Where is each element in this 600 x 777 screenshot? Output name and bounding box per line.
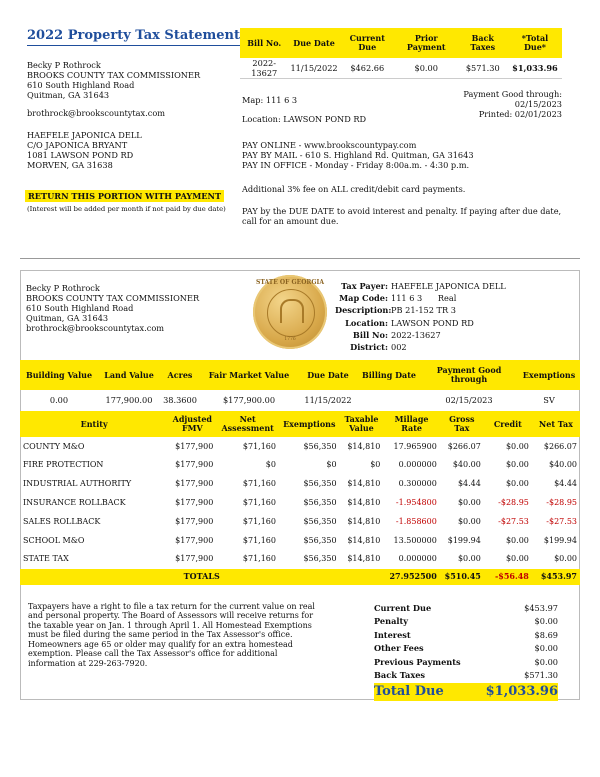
entity-cell: $177,900 — [175, 535, 214, 545]
summary-value: $8.69 — [534, 629, 558, 640]
payment-methods — [242, 140, 474, 170]
entity-cell: $40.00 — [549, 460, 577, 470]
table-row — [20, 512, 580, 531]
info-row — [335, 292, 506, 304]
entity-name: SALES ROLLBACK — [23, 516, 101, 526]
bill-value-1: 11/15/2022 — [288, 58, 339, 79]
entity-cell: $71,160 — [242, 535, 276, 545]
entity-cell: $14,810 — [347, 535, 381, 545]
entity-cell: -$28.95 — [498, 497, 529, 507]
entity-cell: $0 — [265, 460, 276, 470]
info-label: Bill No: — [352, 329, 388, 340]
entity-cell: $56,350 — [303, 516, 337, 526]
payment-good-through: Payment Good through: 02/15/2023 — [463, 89, 562, 109]
sender-name: Becky P Rothrock — [26, 283, 100, 293]
entity-cell: $0.00 — [505, 535, 529, 545]
property-value: $177,900.00 — [222, 395, 276, 405]
table-row — [20, 493, 580, 512]
entity-cell: $0 — [326, 460, 337, 470]
entity-cell: $177,900 — [175, 554, 214, 564]
table-row — [20, 437, 580, 456]
entity-header: Adjusted FMV — [168, 411, 216, 437]
total-due-value: $1,033.96 — [485, 684, 558, 700]
summary-label: Current Due — [374, 603, 432, 613]
sender-email: brothrock@brookscountytax.com — [27, 108, 166, 118]
map-code: Map: 111 6 3 — [242, 95, 298, 105]
info-row — [335, 341, 506, 353]
payer-name: HAEFELE JAPONICA DELL — [27, 130, 142, 140]
payer-care-of: C/O JAPONICA BRYANT — [27, 140, 128, 150]
entity-cell: -$27.53 — [498, 516, 529, 526]
sender-city: Quitman, GA 31643 — [26, 313, 109, 323]
summary-row — [374, 602, 558, 615]
bill-value-3: $0.00 — [395, 58, 458, 79]
payer-city: MORVEN, GA 31638 — [27, 160, 113, 170]
entity-cell: 0.000000 — [398, 460, 437, 470]
entity-header: Net Tax — [532, 411, 580, 437]
entity-cell: $71,160 — [242, 554, 276, 564]
property-header: Due Date — [298, 360, 358, 390]
pay-mail: PAY BY MAIL - 610 S. Highland Rd. Quitman, GA 31643 — [242, 150, 474, 160]
bill-header-0: Bill No. — [240, 28, 288, 58]
property-value: 38.3600 — [163, 395, 197, 405]
total-due-label: Total Due — [374, 684, 444, 700]
entity-cell: -1.954800 — [395, 497, 437, 507]
info-value: LAWSON POND RD — [391, 317, 474, 328]
pay-online: PAY ONLINE - www.brookscountypay.com — [242, 140, 417, 150]
sender-address-lower — [26, 283, 199, 333]
tear-line — [20, 258, 580, 259]
entity-cell: -1.858600 — [395, 516, 437, 526]
summary-label: Interest — [374, 629, 411, 640]
sender-org: BROOKS COUNTY TAX COMMISSIONER — [27, 70, 201, 80]
property-header: Building Value — [20, 360, 98, 390]
payment-dates — [420, 89, 562, 119]
entity-cell: -$28.95 — [546, 497, 577, 507]
entity-cell: 0.000000 — [398, 554, 437, 564]
entity-cell: $71,160 — [242, 441, 276, 451]
bill-header-3: Prior Payment — [395, 28, 458, 58]
info-label: Description: — [335, 305, 392, 316]
info-value: PB 21-152 TR 3 — [391, 305, 456, 316]
entity-cell: $40.00 — [452, 460, 481, 470]
entity-tax-table — [20, 411, 580, 585]
entity-cell: 13.500000 — [393, 535, 437, 545]
entity-cell: $0.00 — [457, 516, 481, 526]
sender-city: Quitman, GA 31643 — [27, 90, 110, 100]
entity-cell: $177,900 — [175, 479, 214, 489]
property-header: Acres — [160, 360, 200, 390]
entity-cell: $266.07 — [447, 441, 481, 451]
bill-value-4: $571.30 — [458, 58, 508, 79]
info-value: HAEFELE JAPONICA DELL — [391, 281, 506, 291]
entity-header: Gross Tax — [440, 411, 484, 437]
entity-cell: $177,900 — [175, 516, 214, 526]
entity-name: SCHOOL M&O — [23, 535, 85, 545]
totals-gross: $510.45 — [440, 569, 484, 585]
taxpayer-info — [335, 280, 506, 353]
sender-org: BROOKS COUNTY TAX COMMISSIONER — [26, 293, 200, 303]
summary-value: $0.00 — [534, 656, 558, 667]
location: Location: LAWSON POND RD — [242, 114, 367, 124]
entity-cell: -$27.53 — [546, 516, 577, 526]
entity-cell: $14,810 — [347, 554, 381, 564]
table-row — [20, 531, 580, 550]
summary-value: $0.00 — [534, 643, 558, 654]
info-label: District: — [350, 341, 388, 352]
entity-rows — [20, 437, 580, 569]
sender-name: Becky P Rothrock — [27, 60, 101, 70]
table-row — [20, 550, 580, 569]
sender-address — [27, 60, 200, 118]
property-header: Payment Good through — [420, 360, 518, 390]
summary-row — [374, 669, 558, 682]
property-value — [358, 390, 420, 410]
entity-cell: $0.00 — [457, 554, 481, 564]
entity-cell: 17.965900 — [393, 441, 437, 451]
seal-arch — [280, 299, 304, 323]
entity-header: Entity — [20, 411, 168, 437]
entity-cell: $71,160 — [242, 497, 276, 507]
entity-header: Millage Rate — [383, 411, 439, 437]
entity-header: Exemptions — [279, 411, 340, 437]
entity-cell: $56,350 — [303, 479, 337, 489]
info-row — [335, 280, 506, 292]
state-seal-icon — [253, 275, 327, 349]
seal-year: 1776 — [284, 337, 296, 342]
summary-label: Previous Payments — [374, 656, 461, 667]
property-header: Billing Date — [358, 360, 420, 390]
entity-cell: $56,350 — [303, 554, 337, 564]
totals-label: TOTALS — [20, 569, 383, 585]
interest-note: (Interest will be added per month if not paid by due date) — [27, 205, 226, 213]
property-header: Fair Market Value — [200, 360, 298, 390]
info-row — [335, 304, 506, 316]
totals-millage: 27.952500 — [383, 569, 439, 585]
sender-street: 610 South Highland Road — [27, 80, 135, 90]
summary-row — [374, 642, 558, 655]
payer-street: 1081 LAWSON POND RD — [27, 150, 134, 160]
property-header: Exemptions — [518, 360, 580, 390]
entity-cell: $199.94 — [447, 535, 481, 545]
entity-cell: $266.07 — [543, 441, 577, 451]
entity-cell: $56,350 — [303, 441, 337, 451]
entity-cell: $177,900 — [175, 497, 214, 507]
bill-header-2: Current Due — [340, 28, 395, 58]
entity-cell: $56,350 — [303, 497, 337, 507]
summary-value: $0.00 — [534, 616, 558, 627]
entity-cell: $0.00 — [505, 460, 529, 470]
bill-header-4: Back Taxes — [458, 28, 508, 58]
property-table — [20, 360, 580, 410]
summary-row — [374, 629, 558, 642]
info-label: Tax Payer: — [341, 281, 388, 291]
table-row — [20, 456, 580, 475]
entity-header: Credit — [484, 411, 532, 437]
property-value: SV — [543, 395, 555, 405]
bill-value-0: 2022-13627 — [240, 58, 288, 79]
entity-cell: $71,160 — [242, 516, 276, 526]
due-date-note: PAY by the DUE DATE to avoid interest and penalty. If paying after due date, call for an amount due. — [242, 206, 562, 226]
amount-summary — [374, 602, 558, 701]
totals-row — [20, 569, 580, 585]
entity-cell: $14,810 — [347, 516, 381, 526]
summary-row — [374, 656, 558, 669]
bill-header-1: Due Date — [288, 28, 339, 58]
entity-cell: $177,900 — [175, 460, 214, 470]
printed-date: Printed: 02/01/2023 — [478, 109, 562, 119]
entity-cell: $71,160 — [242, 479, 276, 489]
info-value: 002 — [391, 341, 407, 352]
summary-value: $453.97 — [524, 603, 558, 613]
entity-header: Taxable Value — [340, 411, 384, 437]
entity-name: STATE TAX — [23, 554, 69, 564]
summary-label: Other Fees — [374, 643, 424, 654]
bill-summary-table — [240, 28, 562, 79]
page-title: 2022 Property Tax Statement — [27, 28, 240, 46]
entity-cell: $0.00 — [554, 554, 577, 564]
totals-net: $453.97 — [532, 569, 580, 585]
info-label: Map Code: — [339, 293, 388, 304]
property-value: 177,900.00 — [105, 395, 153, 405]
bill-header-5: *Total Due* — [508, 28, 562, 58]
entity-cell: $14,810 — [347, 441, 381, 451]
totals-credit: -$56.48 — [484, 569, 532, 585]
entity-name: INDUSTRIAL AUTHORITY — [23, 479, 132, 489]
summary-label: Back Taxes — [374, 669, 426, 680]
summary-label: Penalty — [374, 616, 409, 627]
property-value: 02/15/2023 — [445, 395, 493, 405]
entity-cell: 0.300000 — [398, 479, 437, 489]
taxpayer-rights-note: Taxpayers have a right to file a tax return for the current value on real and personal property. The Board of Assessors will receive returns for the taxable year on Jan. 1 through April 1. All Homestead Exemptions must be filed during the same period in the Tax Assessor's office. Homeowners age 65 or older may qualify for an extra homestead exemption. Please call the Tax Assessor's office for additional information at 229-263-7920. — [28, 602, 315, 668]
info-row — [335, 329, 506, 341]
entity-cell: $199.94 — [543, 535, 577, 545]
sender-street: 610 South Highland Road — [26, 303, 134, 313]
property-value: 11/15/2022 — [304, 395, 352, 405]
summary-value: $571.30 — [524, 669, 558, 680]
entity-cell: $0.00 — [457, 497, 481, 507]
property-header: Land Value — [98, 360, 160, 390]
entity-cell: $4.44 — [457, 479, 481, 489]
info-value: 2022-13627 — [391, 329, 441, 340]
entity-cell: $0 — [370, 460, 381, 470]
pay-office: PAY IN OFFICE - Monday - Friday 8:00a.m. - 4:30 p.m. — [242, 160, 470, 170]
entity-cell: $56,350 — [303, 535, 337, 545]
info-label: Location: — [345, 317, 388, 328]
entity-cell: $0.00 — [505, 554, 529, 564]
seal-text: STATE OF GEORGIA — [256, 279, 324, 286]
entity-cell: $14,810 — [347, 497, 381, 507]
entity-cell: $0.00 — [505, 479, 529, 489]
entity-name: COUNTY M&O — [23, 441, 85, 451]
entity-name: FIRE PROTECTION — [23, 460, 104, 470]
payer-address — [27, 130, 142, 170]
summary-row — [374, 615, 558, 628]
total-due-row — [374, 683, 558, 701]
sender-email: brothrock@brookscountytax.com — [26, 323, 165, 333]
return-portion-label: RETURN THIS PORTION WITH PAYMENT — [25, 190, 224, 202]
entity-cell: $14,810 — [347, 479, 381, 489]
table-row — [20, 475, 580, 494]
entity-cell: $0.00 — [505, 441, 529, 451]
entity-cell: $4.44 — [554, 479, 577, 489]
entity-header: Net Assessment — [216, 411, 279, 437]
card-fee-note: Additional 3% fee on ALL credit/debit card payments. — [242, 184, 466, 194]
entity-name: INSURANCE ROLLBACK — [23, 497, 126, 507]
info-value: 111 6 3 Real — [391, 293, 457, 304]
property-value: 0.00 — [49, 395, 69, 405]
bill-value-5: $1,033.96 — [508, 58, 562, 79]
entity-cell: $177,900 — [175, 441, 214, 451]
bill-value-2: $462.66 — [340, 58, 395, 79]
info-row — [335, 317, 506, 329]
